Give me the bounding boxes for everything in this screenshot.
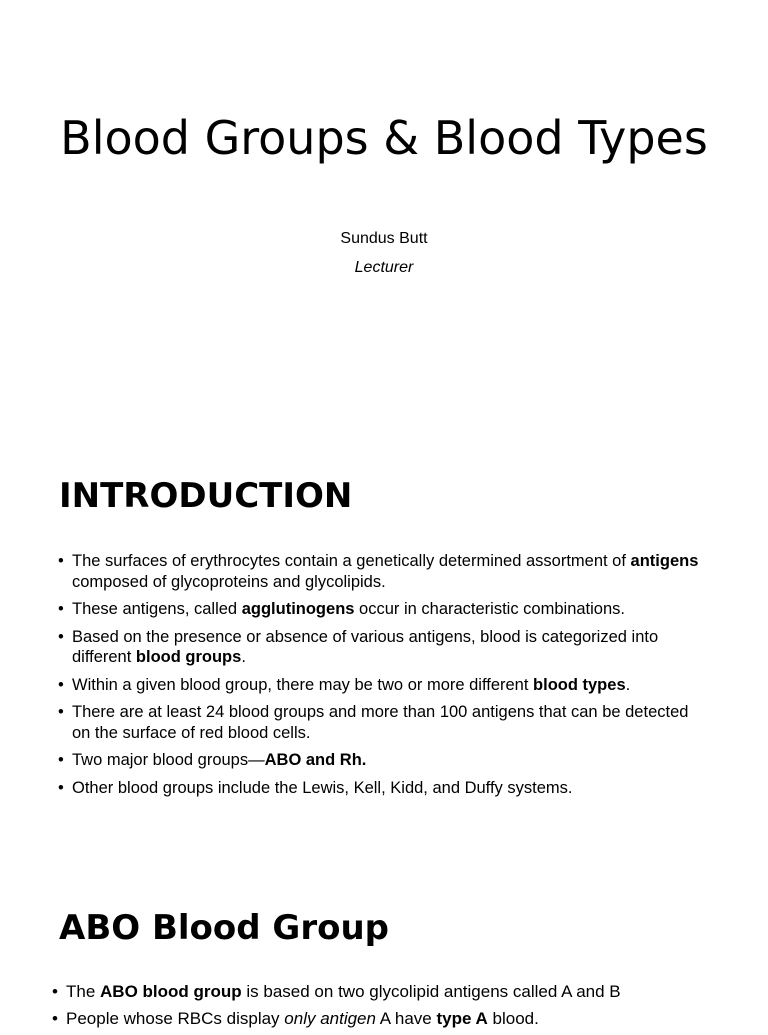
introduction-bullet-list <box>58 551 708 805</box>
bold-term: agglutinogens <box>241 600 355 618</box>
bullet-dot-icon: • <box>58 751 64 769</box>
bullet-item <box>58 675 708 696</box>
bullet-text: People whose RBCs display <box>66 1008 285 1028</box>
author-role: Lecturer <box>354 259 414 276</box>
bold-term: ABO blood group <box>100 982 242 1001</box>
bullet-text: Within a given blood group, there may be two or more different <box>72 675 534 694</box>
bullet-item <box>52 982 732 1003</box>
introduction-slide <box>0 432 768 864</box>
abo-blood-group-slide <box>0 864 768 1028</box>
bullet-text: There are at least 24 blood groups and more than 100 antigens that can be detected on the surface of red blood cells. <box>72 703 689 742</box>
bullet-text: The surfaces of erythrocytes contain a genetically determined assortment of <box>72 552 631 570</box>
bullet-text: Two major blood groups— <box>72 751 265 769</box>
abo-bullet-list <box>52 982 732 1035</box>
bullet-dot-icon: • <box>58 675 64 694</box>
bold-term: antigens <box>630 552 699 570</box>
bullet-text: A have <box>375 1008 437 1028</box>
bullet-dot-icon: • <box>52 982 58 1001</box>
italic-term: only antigen <box>284 1008 376 1028</box>
bullet-text: These antigens, called <box>72 600 242 618</box>
bullet-dot-icon: • <box>58 627 64 646</box>
bold-term: blood groups <box>135 648 242 666</box>
bold-term: type A <box>436 1008 488 1028</box>
bullet-text: Based on the presence or absence of various antigens, blood is categorized into different <box>72 627 659 666</box>
bullet-text: The <box>66 982 101 1001</box>
abo-heading: ABO Blood Group <box>59 908 390 948</box>
bullet-text: blood. <box>487 1008 539 1028</box>
bullet-dot-icon: • <box>58 600 64 618</box>
bullet-text: Other blood groups include the Lewis, Kell, Kidd, and Duffy systems. <box>72 778 573 797</box>
bullet-item <box>58 627 708 668</box>
title-slide <box>0 0 768 432</box>
bullet-text: occur in characteristic combinations. <box>354 600 625 618</box>
bullet-item <box>58 599 708 620</box>
bullet-item <box>58 778 708 799</box>
bullet-dot-icon: • <box>58 778 64 797</box>
bold-term: blood types <box>533 675 626 694</box>
bullet-item <box>58 551 708 592</box>
introduction-heading: INTRODUCTION <box>59 476 353 516</box>
bullet-dot-icon: • <box>52 1008 58 1028</box>
bullet-text: . <box>241 648 246 666</box>
bullet-text: . <box>625 675 631 694</box>
author-name: Sundus Butt <box>340 230 428 247</box>
bullet-item <box>58 702 708 743</box>
bullet-text: is based on two glycolipid antigens called A and B <box>241 982 621 1001</box>
bullet-dot-icon: • <box>58 552 64 570</box>
bold-term: ABO and Rh. <box>264 751 367 769</box>
slide-title: Blood Groups & Blood Types <box>60 111 708 165</box>
bullet-item <box>52 1009 732 1030</box>
bullet-text: composed of glycoproteins and glycolipids. <box>72 572 386 591</box>
bullet-dot-icon: • <box>58 703 64 721</box>
bullet-item <box>58 750 708 771</box>
